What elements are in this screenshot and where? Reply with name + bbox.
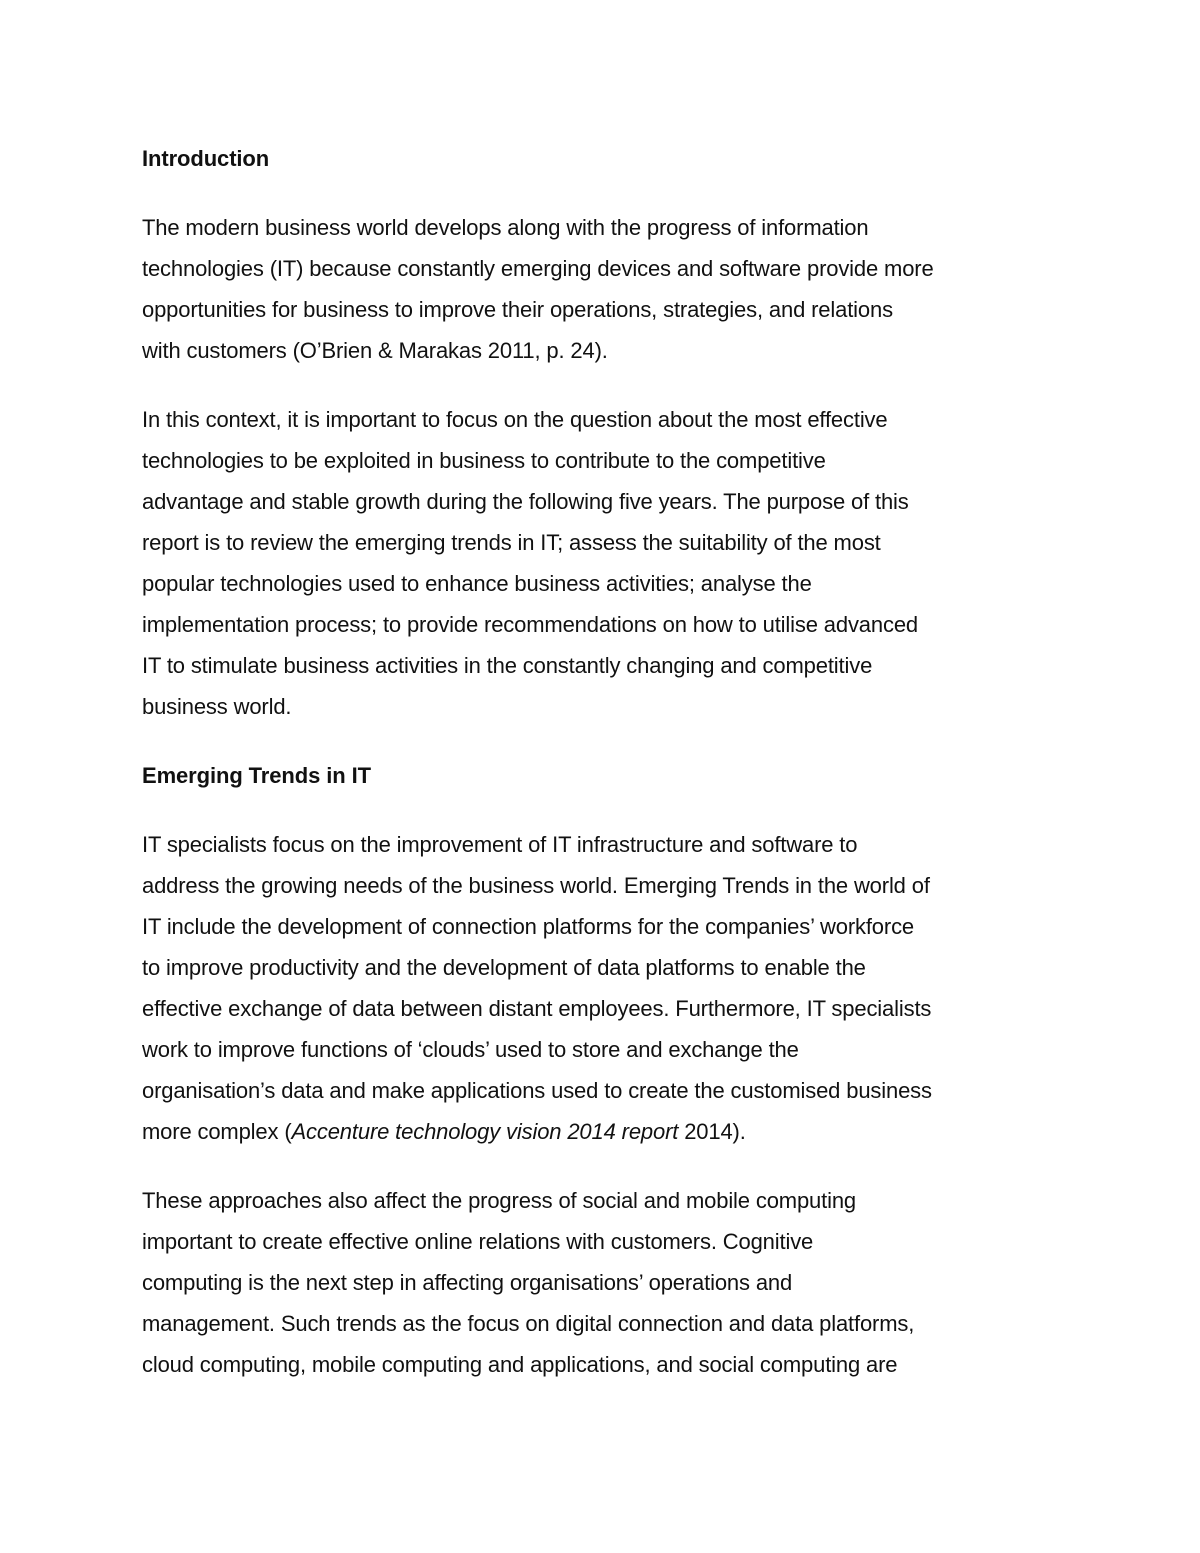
text-line: IT include the development of connection platforms for the companies’ workforce [142, 914, 915, 939]
paragraph-intro-2 [142, 399, 1062, 727]
text-line: popular technologies used to enhance business activities; analyse the [142, 571, 812, 596]
text-line: to improve productivity and the development of data platforms to enable the [142, 955, 866, 980]
heading-emerging-trends: Emerging Trends in IT [142, 763, 371, 788]
text-line: IT specialists focus on the improvement of IT infrastructure and software to [142, 832, 858, 857]
text-line: These approaches also affect the progress of social and mobile computing [142, 1188, 856, 1213]
text-line: advantage and stable growth during the following five years. The purpose of this [142, 489, 909, 514]
text-line: important to create effective online relations with customers. Cognitive [142, 1229, 814, 1254]
text-line: The modern business world develops along with the progress of information [142, 215, 869, 240]
document-body [142, 138, 1062, 1413]
text-line: business world. [142, 694, 292, 719]
text-line: In this context, it is important to focus on the question about the most effective [142, 407, 888, 432]
citation-prefix: more complex ( [142, 1119, 292, 1144]
paragraph-intro-1 [142, 207, 1062, 371]
text-line: opportunities for business to improve their operations, strategies, and relations [142, 297, 893, 322]
text-line: report is to review the emerging trends in IT; assess the suitability of the most [142, 530, 881, 555]
paragraph-trends-2 [142, 1180, 1062, 1385]
text-line: technologies to be exploited in business to contribute to the competitive [142, 448, 826, 473]
paragraph-trends-1 [142, 824, 1062, 1152]
text-line: cloud computing, mobile computing and applications, and social computing are [142, 1352, 898, 1377]
heading-introduction: Introduction [142, 146, 270, 171]
text-line: with customers (O’Brien & Marakas 2011, p. 24). [142, 338, 608, 363]
text-line: address the growing needs of the business world. Emerging Trends in the world of [142, 873, 930, 898]
text-line: organisation’s data and make applications used to create the customised business [142, 1078, 932, 1103]
text-line: work to improve functions of ‘clouds’ used to store and exchange the [142, 1037, 799, 1062]
citation-title: Accenture technology vision 2014 report [291, 1119, 679, 1144]
citation-line [142, 1111, 1062, 1152]
text-line: technologies (IT) because constantly emerging devices and software provide more [142, 256, 934, 281]
text-line: management. Such trends as the focus on digital connection and data platforms, [142, 1311, 915, 1336]
citation-suffix: 2014). [678, 1119, 746, 1144]
text-line: implementation process; to provide recommendations on how to utilise advanced [142, 612, 918, 637]
text-line: computing is the next step in affecting organisations’ operations and [142, 1270, 793, 1295]
text-line: effective exchange of data between distant employees. Furthermore, IT specialists [142, 996, 932, 1021]
text-line: IT to stimulate business activities in the constantly changing and competitive [142, 653, 873, 678]
